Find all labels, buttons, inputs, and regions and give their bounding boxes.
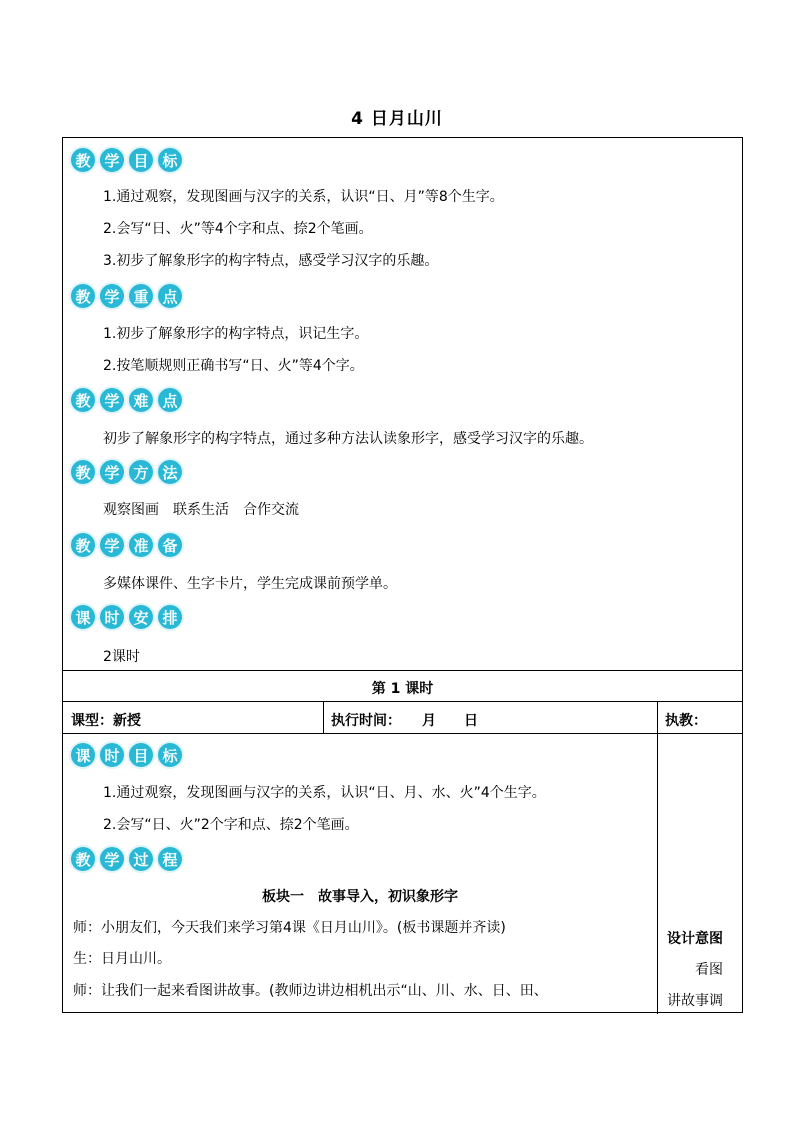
lesson-type: 课型：新授: [71, 713, 141, 729]
page-title: 4 日月山川: [351, 109, 443, 129]
badge-char: 法: [156, 458, 184, 486]
badge-preparation: [69, 531, 184, 559]
badge-char: 标: [156, 146, 184, 174]
badge-char: 课: [69, 603, 97, 631]
badge-process: [69, 845, 184, 873]
divider: [657, 733, 658, 1014]
badge-char: 点: [156, 282, 184, 310]
method-line-1: 观察图画 联系生活 合作交流: [103, 502, 299, 518]
badge-char: 学: [98, 531, 126, 559]
prep-line-1: 多媒体课件、生字卡片，学生完成课前预学单。: [103, 576, 397, 592]
badge-char: 教: [69, 282, 97, 310]
badge-char: 准: [127, 531, 155, 559]
key-line-2: 2.按笔顺规则正确书写“日、火”等4个字。: [103, 358, 364, 374]
divider: [323, 701, 324, 733]
divider: [63, 733, 742, 734]
divider: [63, 670, 742, 671]
badge-char: 目: [127, 146, 155, 174]
badge-difficulties: [69, 386, 184, 414]
divider: [63, 701, 742, 702]
dialogue-line-1: 师：小朋友们，今天我们来学习第4课《日月山川》。(板书课题并齐读): [73, 920, 506, 936]
badge-char: 学: [98, 282, 126, 310]
goal-line-3: 3.初步了解象形字的构字特点，感受学习汉字的乐趣。: [103, 253, 439, 269]
badge-teaching-goals: [69, 146, 184, 174]
badge-char: 教: [69, 146, 97, 174]
badge-char: 目: [127, 741, 155, 769]
badge-char: 标: [156, 741, 184, 769]
badge-char: 学: [98, 386, 126, 414]
dialogue-line-3: 师：让我们一起来看图讲故事。(教师边讲边相机出示“山、川、水、日、田、: [73, 983, 548, 999]
side-text-2: 讲故事调: [667, 993, 723, 1009]
teacher-label: 执教：: [665, 713, 707, 729]
badge-char: 安: [127, 603, 155, 631]
badge-char: 难: [127, 386, 155, 414]
badge-char: 学: [98, 845, 126, 873]
badge-char: 教: [69, 386, 97, 414]
lesson-goal-line-1: 1.通过观察，发现图画与汉字的关系，认识“日、月、水、火”4个生字。: [103, 785, 546, 801]
lesson-header: 第 1 课时: [371, 681, 434, 697]
badge-lesson-goals: [69, 741, 184, 769]
side-title: 设计意图: [667, 931, 723, 947]
badge-char: 学: [98, 146, 126, 174]
badge-char: 重: [127, 282, 155, 310]
badge-char: 备: [156, 531, 184, 559]
lesson-goal-line-2: 2.会写“日、火”2个字和点、捺2个笔画。: [103, 817, 359, 833]
difficulty-line-1: 初步了解象形字的构字特点，通过多种方法认读象形字，感受学习汉字的乐趣。: [103, 431, 593, 447]
schedule-line-1: 2课时: [103, 649, 140, 665]
badge-schedule: [69, 603, 184, 631]
divider: [657, 701, 658, 733]
badge-char: 排: [156, 603, 184, 631]
badge-char: 教: [69, 845, 97, 873]
execution-time: 执行时间： 月 日: [331, 713, 478, 729]
badge-char: 学: [98, 458, 126, 486]
badge-char: 程: [156, 845, 184, 873]
badge-char: 点: [156, 386, 184, 414]
badge-char: 教: [69, 531, 97, 559]
badge-char: 时: [98, 741, 126, 769]
dialogue-line-2: 生：日月山川。: [73, 951, 171, 967]
badge-char: 时: [98, 603, 126, 631]
key-line-1: 1.初步了解象形字的构字特点，识记生字。: [103, 326, 369, 342]
badge-methods: [69, 458, 184, 486]
goal-line-2: 2.会写“日、火”等4个字和点、捺2个笔画。: [103, 221, 373, 237]
badge-char: 教: [69, 458, 97, 486]
badge-char: 过: [127, 845, 155, 873]
goal-line-1: 1.通过观察，发现图画与汉字的关系，认识“日、月”等8个生字。: [103, 189, 504, 205]
block-title: 板块一 故事导入，初识象形字: [262, 889, 458, 905]
side-text-1: 看图: [695, 962, 723, 978]
badge-key-points: [69, 282, 184, 310]
badge-char: 课: [69, 741, 97, 769]
badge-char: 方: [127, 458, 155, 486]
lesson-plan-table: [62, 137, 743, 1013]
